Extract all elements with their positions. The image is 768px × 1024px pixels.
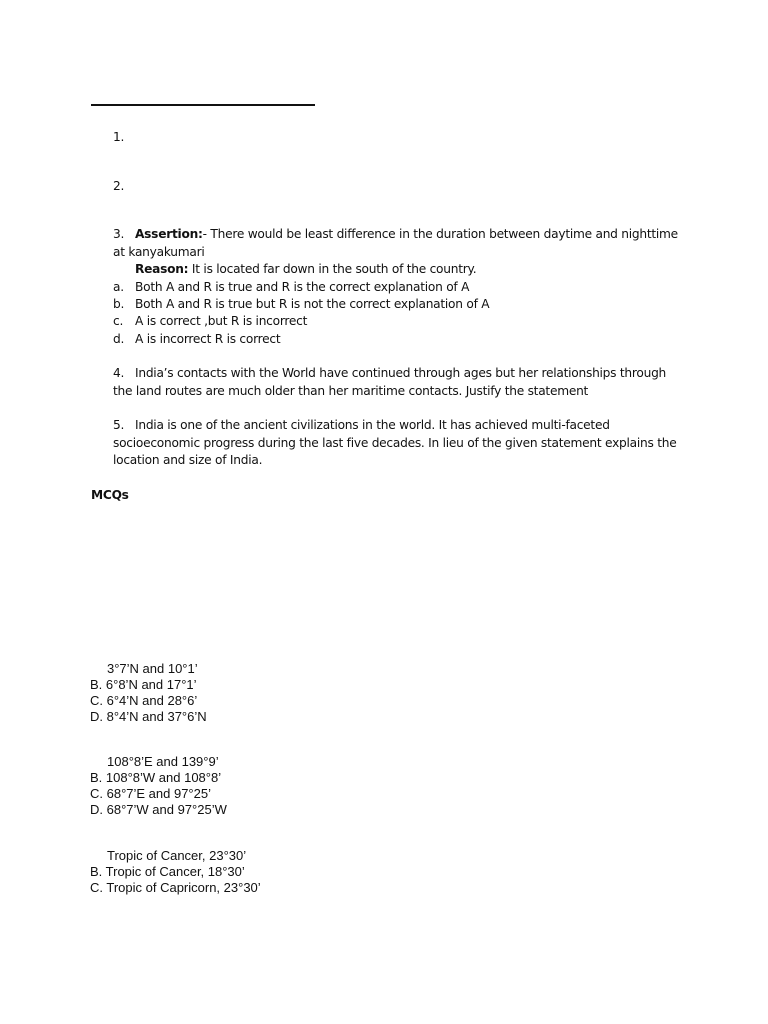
option-a [113, 279, 469, 297]
option-letter: b. [113, 297, 125, 311]
mcq-option: D. 68°7’W and 97°25’W [90, 802, 227, 817]
assertion-label: Assertion: [135, 227, 203, 241]
option-letter: c. [113, 314, 124, 328]
option-letter: d. [113, 332, 125, 346]
mcq-option: B. 108°8’W and 108°8’ [90, 770, 222, 785]
mcq-option: C. 6°4’N and 28°6’ [90, 693, 198, 708]
option-text: A is correct ,but R is incorrect [135, 314, 308, 328]
reason-label: Reason: [135, 262, 189, 276]
option-c [113, 313, 307, 331]
question-number: 2. [113, 179, 125, 193]
mcq-group-3 [90, 848, 261, 896]
mcq-group-2 [90, 754, 227, 818]
option-d [113, 331, 280, 349]
option-b [113, 296, 489, 314]
option-text: Both A and R is true and R is the correct explanation of A [135, 280, 470, 294]
question-number: 1. [113, 130, 125, 144]
question-5 [113, 417, 678, 470]
question-number: 5. [113, 418, 125, 432]
mcq-option: B. 6°8’N and 17°1’ [90, 677, 197, 692]
question-1 [113, 129, 135, 147]
question-4 [113, 365, 678, 400]
mcq-option: Tropic of Cancer, 23°30’ [107, 848, 247, 863]
mcq-option: 3°7’N and 10°1’ [107, 661, 198, 676]
mcq-option: 108°8’E and 139°9’ [107, 754, 219, 769]
mcq-option: C. 68°7’E and 97°25’ [90, 786, 211, 801]
reason-line [135, 261, 476, 279]
mcq-group-1 [90, 661, 207, 725]
option-text: A is incorrect R is correct [135, 332, 281, 346]
question-3 [113, 226, 678, 261]
question-number: 3. [113, 227, 125, 241]
assertion-text: - There would be least difference in the duration between daytime and nighttime at kanyakumari [113, 227, 678, 259]
mcq-option: C. Tropic of Capricorn, 23°30’ [90, 880, 261, 895]
reason-text: It is located far down in the south of the country. [188, 262, 477, 276]
question-number: 4. [113, 366, 125, 380]
question-text: India is one of the ancient civilizations in the world. It has achieved multi-faceted socioeconomic progress during the last five decades. In lieu of the given statement explains the location and size of India. [113, 418, 677, 467]
mcq-option: B. Tropic of Cancer, 18°30’ [90, 864, 245, 879]
option-text: Both A and R is true but R is not the correct explanation of A [135, 297, 490, 311]
mcq-heading: MCQs [91, 488, 129, 502]
question-2 [113, 178, 135, 196]
option-letter: a. [113, 280, 124, 294]
mcq-option: D. 8°4’N and 37°6’N [90, 709, 207, 724]
header-rule [91, 104, 315, 106]
question-text: India’s contacts with the World have continued through ages but her relationships through the land routes are much older than her maritime contacts. Justify the statement [113, 366, 667, 398]
